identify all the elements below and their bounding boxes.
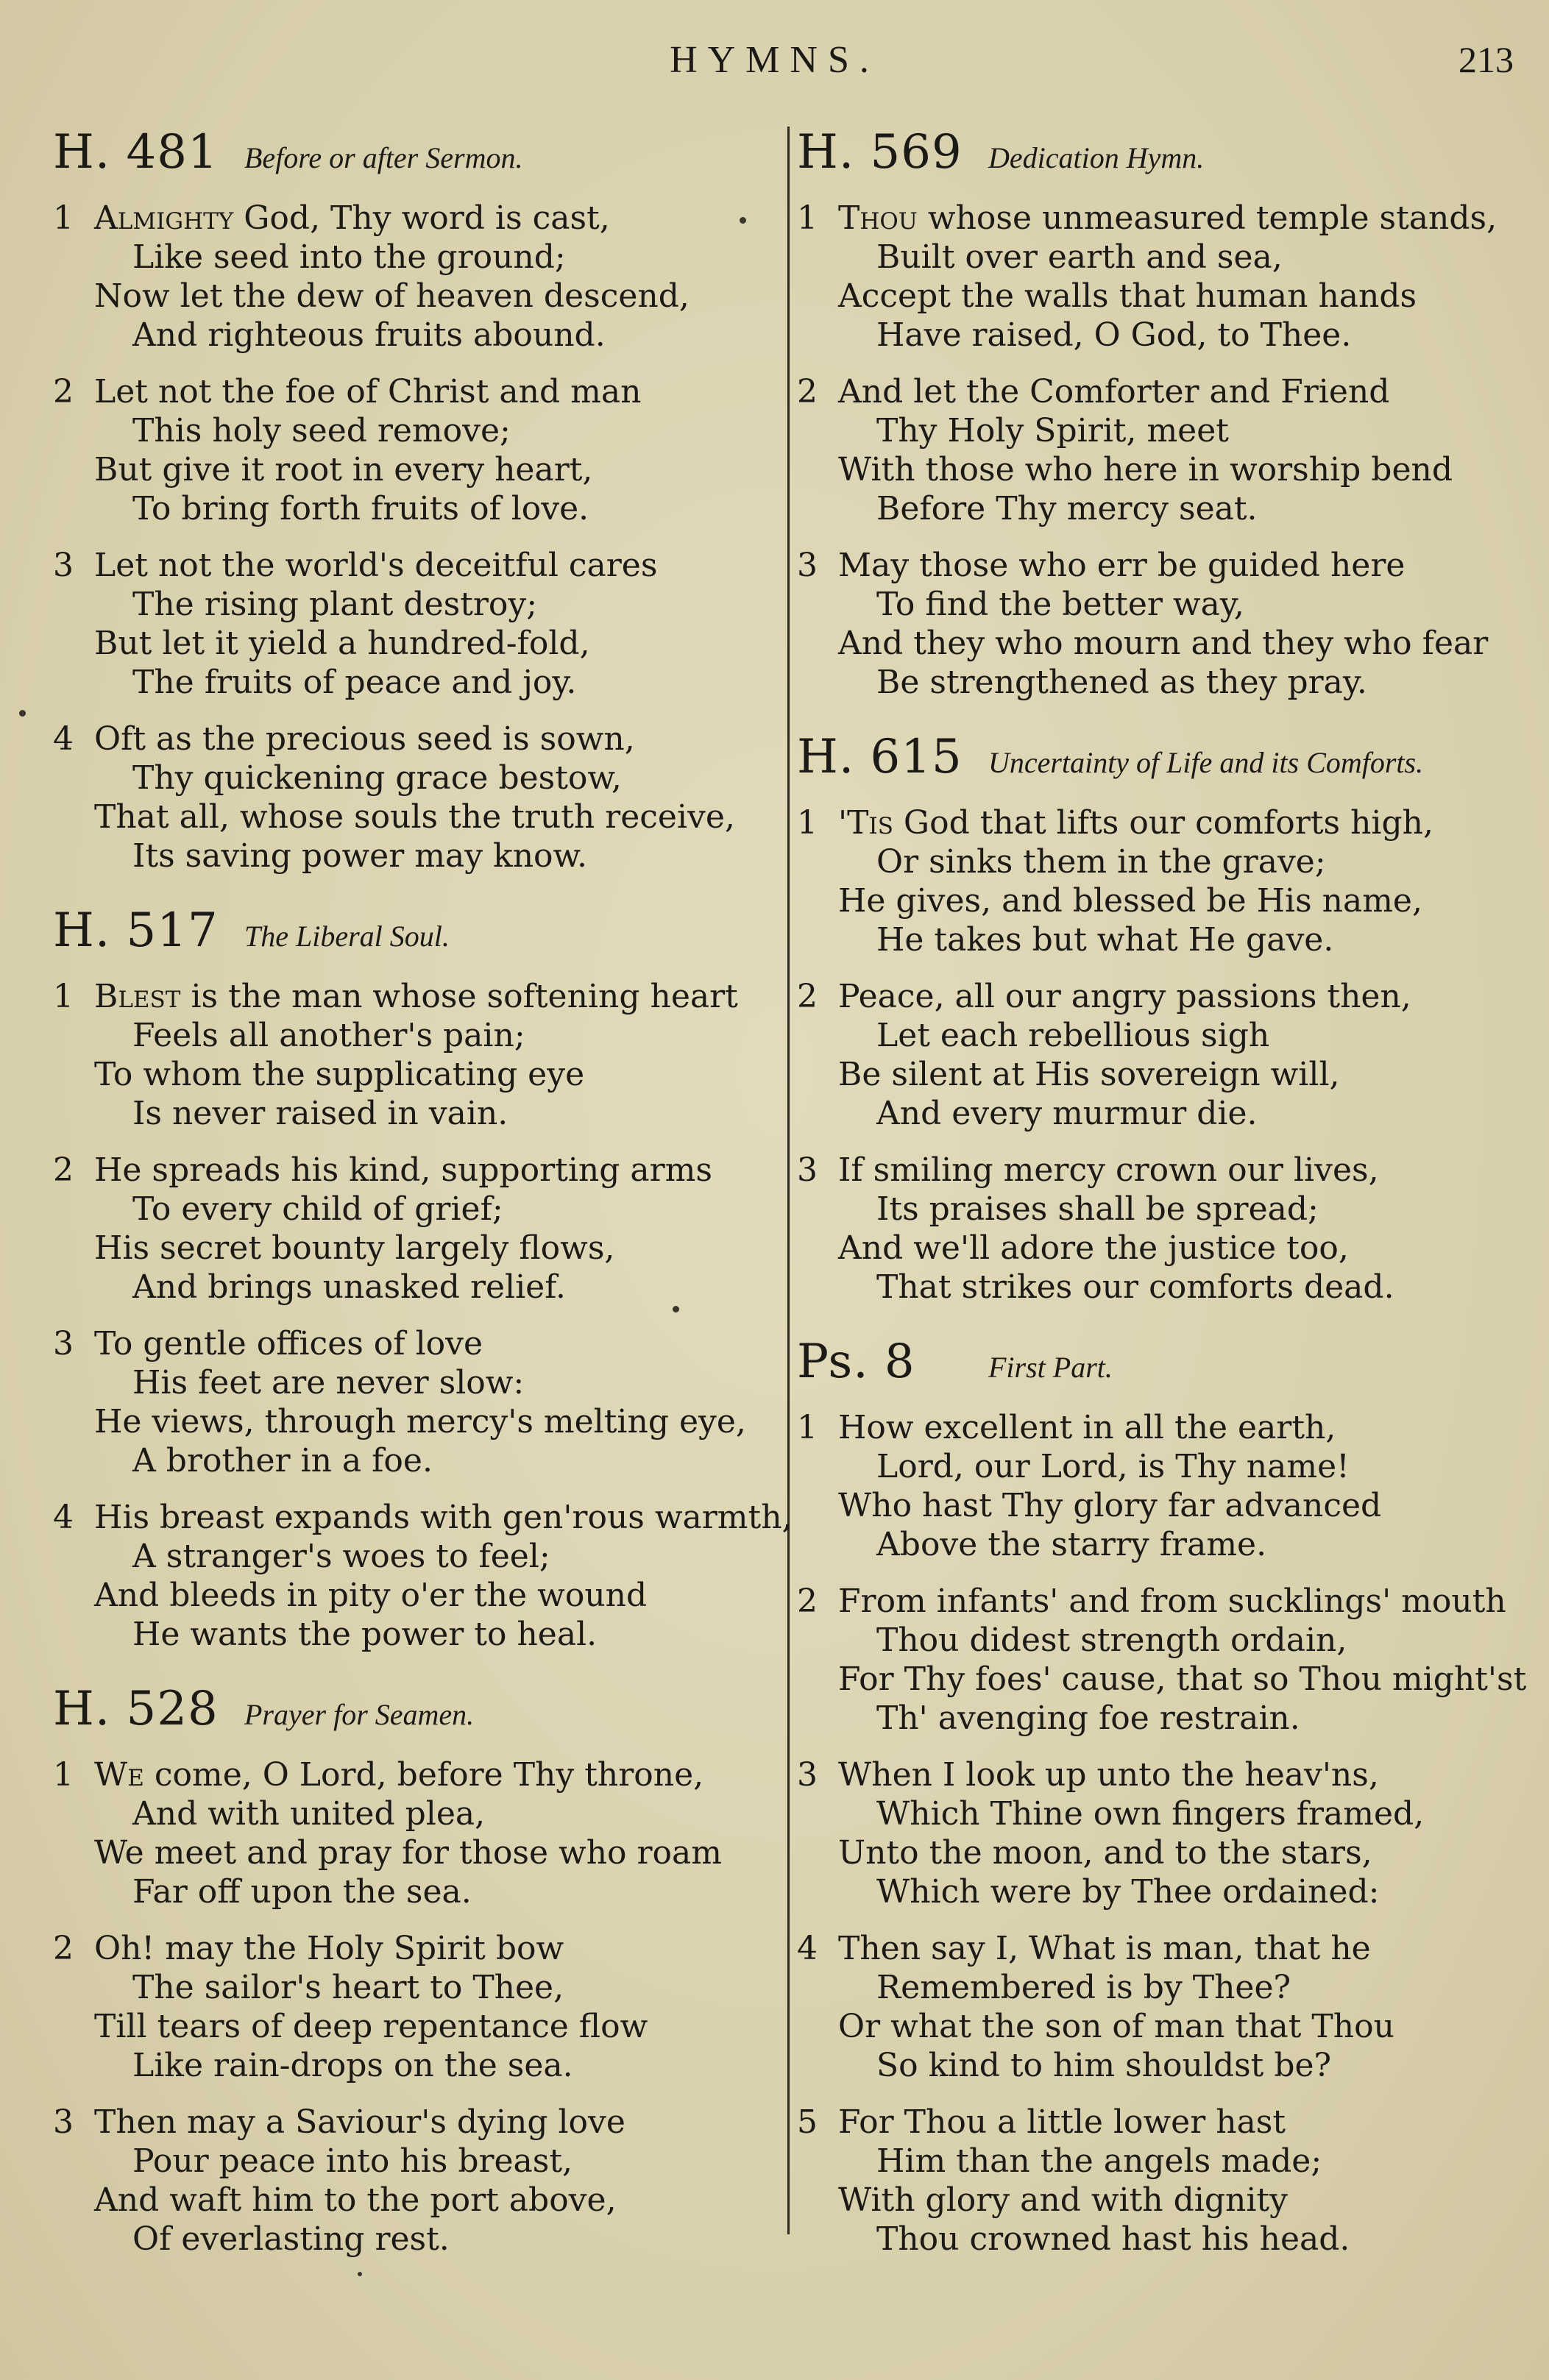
verse-first-line	[797, 372, 1525, 411]
verse-line: He views, through mercy's melting eye,	[94, 1403, 746, 1441]
verse-line: Like rain-drops on the sea.	[132, 2047, 573, 2084]
verse-line: Above the starry frame.	[876, 1526, 1267, 1563]
column-divider	[787, 127, 790, 2234]
verse-first-line-text: Then may a Saviour's dying love	[94, 2103, 625, 2141]
verse-line: To every child of grief;	[132, 1190, 503, 1228]
verse-line: So kind to him shouldst be?	[876, 2047, 1332, 2084]
verse-line: This holy seed remove;	[132, 412, 511, 450]
page-number: 213	[1458, 39, 1514, 80]
verse-line: Be strengthened as they pray.	[876, 664, 1367, 701]
verse-first-line	[53, 720, 781, 759]
verse	[797, 977, 1525, 1133]
verse-first-line	[53, 199, 781, 238]
verse-line: A stranger's woes to feel;	[132, 1538, 550, 1575]
verse-line: Lord, our Lord, is Thy name!	[876, 1448, 1350, 1485]
verse	[797, 1582, 1525, 1738]
hymn-subject: Prayer for Seamen.	[244, 1698, 475, 1731]
verse-number: 2	[53, 1151, 74, 1189]
hymn-heading	[53, 125, 781, 184]
verse-line: Till tears of deep repentance flow	[94, 2008, 648, 2045]
hymn-heading	[797, 1335, 1525, 1393]
hymn-number: H. 569	[797, 125, 963, 180]
verse-first-line	[53, 1755, 781, 1794]
verse-first-word: We	[94, 1756, 144, 1794]
verse	[53, 1755, 781, 1911]
verse	[797, 1151, 1525, 1307]
verse-line: To find the better way,	[876, 586, 1244, 623]
verse-first-word: Blest	[94, 978, 181, 1015]
verse-line: And they who mourn and they who fear	[838, 625, 1489, 662]
verse-first-line-text: From infants' and from sucklings' mouth	[838, 1582, 1506, 1620]
hymn-number: H. 517	[53, 903, 219, 958]
verse-number: 2	[797, 373, 818, 411]
print-speck	[673, 1306, 679, 1312]
verse-number: 5	[797, 2103, 818, 2141]
verse-line: And we'll adore the justice too,	[838, 1229, 1349, 1267]
verse-line: And every murmur die.	[876, 1095, 1258, 1132]
print-speck	[358, 2272, 362, 2276]
verse-first-line-text: And let the Comforter and Friend	[838, 373, 1390, 411]
verse-line: And bleeds in pity o'er the wound	[94, 1577, 648, 1614]
verse-line: But give it root in every heart,	[94, 451, 593, 489]
verse-line: Which were by Thee ordained:	[876, 1873, 1380, 1911]
verse-first-line	[797, 199, 1525, 238]
verse	[53, 1151, 781, 1307]
hymn-block	[797, 125, 1525, 702]
verse-line: His secret bounty largely flows,	[94, 1229, 615, 1267]
verse-number: 2	[53, 373, 74, 411]
verse-line: To whom the supplicating eye	[94, 1056, 585, 1093]
verse-number: 1	[797, 199, 818, 237]
verse-line: A brother in a foe.	[132, 1442, 433, 1479]
verse-line: He gives, and blessed be His name,	[838, 882, 1422, 920]
verse-number: 3	[797, 547, 818, 584]
verse-line: Feels all another's pain;	[132, 1017, 525, 1054]
verse-first-line	[53, 1324, 781, 1363]
verse-line: The sailor's heart to Thee,	[132, 1969, 564, 2006]
verse-first-line-text: When I look up unto the heav'ns,	[838, 1756, 1379, 1794]
verse-line: With those who here in worship bend	[838, 451, 1453, 489]
hymn-number: H. 528	[53, 1682, 219, 1736]
verse-first-line-text: God that lifts our comforts high,	[893, 804, 1433, 842]
verse-first-line-text: How excellent in all the earth,	[838, 1409, 1336, 1446]
running-head	[0, 38, 1549, 90]
verse	[53, 720, 781, 875]
verse-number: 2	[797, 978, 818, 1015]
hymn-block	[797, 1335, 1525, 2259]
verse	[53, 2103, 781, 2259]
verse	[797, 372, 1525, 528]
verse	[797, 199, 1525, 355]
verse-number: 3	[53, 547, 74, 584]
verse-first-line-text: is the man whose softening heart	[180, 978, 738, 1015]
verse-line: Before Thy mercy seat.	[876, 490, 1258, 527]
verse-first-line	[797, 977, 1525, 1016]
verse-first-line	[53, 2103, 781, 2142]
verse-line: That strikes our comforts dead.	[876, 1268, 1394, 1306]
hymn-subject: Before or after Sermon.	[244, 141, 523, 174]
verse-line: He wants the power to heal.	[132, 1616, 598, 1653]
verse	[53, 977, 781, 1133]
verse-first-line-text: If smiling mercy crown our lives,	[838, 1151, 1379, 1189]
verse-first-line-text: God, Thy word is cast,	[233, 199, 610, 237]
verse-line: Is never raised in vain.	[132, 1095, 508, 1132]
verse-first-line-text: Let not the foe of Christ and man	[94, 373, 642, 411]
left-column	[53, 125, 793, 2287]
verse-first-line-text: Peace, all our angry passions then,	[838, 978, 1411, 1015]
verse-first-line-text: His breast expands with gen'rous warmth,	[94, 1499, 793, 1536]
verse-line: That all, whose souls the truth receive,	[94, 798, 735, 836]
verse-first-line-text: For Thou a little lower hast	[838, 2103, 1286, 2141]
verse-first-word: Almighty	[94, 199, 234, 237]
hymn-heading	[797, 730, 1525, 789]
verse-line: Unto the moon, and to the stars,	[838, 1834, 1372, 1872]
verse-line: We meet and pray for those who roam	[94, 1834, 722, 1872]
verse-line: His feet are never slow:	[132, 1364, 525, 1402]
verse-first-line	[53, 1498, 793, 1537]
verse-line: The rising plant destroy;	[132, 586, 538, 623]
print-speck	[19, 710, 26, 717]
verse-first-line-text: To gentle offices of love	[94, 1325, 483, 1363]
verse	[53, 372, 781, 528]
verse-first-line	[797, 1755, 1525, 1794]
verse-number: 3	[53, 1325, 74, 1363]
verse-line: Thy Holy Spirit, meet	[876, 412, 1229, 450]
verse-line: Thy quickening grace bestow,	[132, 759, 622, 797]
right-column	[797, 125, 1525, 2287]
verse-line: And with united plea,	[132, 1795, 486, 1833]
verse-number: 3	[53, 2103, 74, 2141]
verse-line: And brings unasked relief.	[132, 1268, 566, 1306]
verse-number: 1	[797, 1409, 818, 1446]
verse-first-line	[797, 1151, 1525, 1190]
verse-line: Pour peace into his breast,	[132, 2142, 573, 2180]
hymn-subject: First Part.	[988, 1351, 1113, 1384]
verse-line: Or what the son of man that Thou	[838, 2008, 1394, 2045]
verse	[797, 803, 1525, 959]
verse-line: Built over earth and sea,	[876, 238, 1283, 276]
hymn-block	[53, 903, 793, 1654]
verse-first-line-text: May those who err be guided here	[838, 547, 1406, 584]
verse-number: 4	[53, 1499, 74, 1536]
verse-number: 3	[797, 1756, 818, 1794]
verse-line: Thou didest strength ordain,	[876, 1621, 1347, 1659]
hymn-heading	[797, 125, 1525, 184]
verse-number: 1	[53, 199, 74, 237]
verse-line: Accept the walls that human hands	[838, 277, 1417, 315]
verse-number: 3	[797, 1151, 818, 1189]
verse	[53, 546, 781, 702]
verse-line: To bring forth fruits of love.	[132, 490, 589, 527]
verse-number: 1	[797, 804, 818, 842]
verse-number: 4	[797, 1930, 818, 1967]
verse	[797, 2103, 1525, 2259]
verse	[53, 1929, 781, 2085]
verse	[797, 1408, 1525, 1564]
verse-line: Th' avenging foe restrain.	[876, 1699, 1300, 1737]
verse-line: Of everlasting rest.	[132, 2220, 450, 2258]
verse	[797, 1929, 1525, 2085]
verse-line: Its praises shall be spread;	[876, 1190, 1319, 1228]
verse	[53, 1324, 781, 1480]
verse-first-line	[53, 977, 781, 1016]
verse	[53, 199, 781, 355]
hymn-heading	[53, 1682, 781, 1741]
verse	[797, 1755, 1525, 1911]
verse-line: Have raised, O God, to Thee.	[876, 316, 1352, 354]
verse-line: Be silent at His sovereign will,	[838, 1056, 1340, 1093]
verse-line: Now let the dew of heaven descend,	[94, 277, 690, 315]
verse-first-line	[797, 546, 1525, 585]
verse-first-line-text: Then say I, What is man, that he	[838, 1930, 1371, 1967]
verse-line: Him than the angels made;	[876, 2142, 1322, 2180]
verse-line: Its saving power may know.	[132, 837, 587, 875]
verse-first-line	[797, 1929, 1525, 1968]
verse-first-line	[797, 2103, 1525, 2142]
verse-line: For Thy foes' cause, that so Thou might'st	[838, 1660, 1527, 1698]
verse-first-word: Thou	[838, 199, 918, 237]
verse-line: Far off upon the sea.	[132, 1873, 472, 1911]
verse-first-line	[53, 372, 781, 411]
verse-line: He takes but what He gave.	[876, 921, 1334, 959]
verse-first-line	[53, 1151, 781, 1190]
verse-line: Let each rebellious sigh	[876, 1017, 1270, 1054]
verse-first-line	[53, 1929, 781, 1968]
verse-first-line	[797, 1408, 1525, 1447]
verse-line: And waft him to the port above,	[94, 2181, 617, 2219]
hymn-subject: The Liberal Soul.	[244, 920, 450, 953]
verse	[797, 546, 1525, 702]
verse	[53, 1498, 793, 1654]
verse-first-word: 'Tis	[838, 804, 893, 842]
verse-line: The fruits of peace and joy.	[132, 664, 577, 701]
verse-first-line-text: He spreads his kind, supporting arms	[94, 1151, 712, 1189]
hymn-number: Ps. 8	[797, 1335, 915, 1389]
verse-line: Who hast Thy glory far advanced	[838, 1487, 1382, 1524]
verse-line: Thou crowned hast his head.	[876, 2220, 1350, 2258]
verse-first-line-text: Let not the world's deceitful cares	[94, 547, 658, 584]
running-title: HYMNS.	[670, 39, 879, 81]
verse-first-line	[797, 1582, 1525, 1621]
verse-first-line-text: come, O Lord, before Thy throne,	[143, 1756, 704, 1794]
verse-line: Which Thine own fingers framed,	[876, 1795, 1425, 1833]
verse-line: Remembered is by Thee?	[876, 1969, 1291, 2006]
hymn-number: H. 481	[53, 125, 219, 180]
print-speck	[740, 217, 746, 224]
hymn-heading	[53, 903, 781, 962]
verse-line: But let it yield a hundred-fold,	[94, 625, 590, 662]
verse-line: Like seed into the ground;	[132, 238, 566, 276]
verse-first-line-text: Oh! may the Holy Spirit bow	[94, 1930, 564, 1967]
verse-number: 1	[53, 978, 74, 1015]
verse-line: And righteous fruits abound.	[132, 316, 606, 354]
verse-number: 4	[53, 720, 74, 758]
hymn-subject: Uncertainty of Life and its Comforts.	[988, 746, 1424, 779]
verse-line: With glory and with dignity	[838, 2181, 1288, 2219]
verse-first-line-text: whose unmeasured temple stands,	[917, 199, 1497, 237]
verse-first-line-text: Oft as the precious seed is sown,	[94, 720, 635, 758]
hymn-block	[797, 730, 1525, 1307]
hymn-block	[53, 1682, 781, 2259]
verse-number: 2	[53, 1930, 74, 1967]
hymn-subject: Dedication Hymn.	[988, 141, 1205, 174]
verse-number: 1	[53, 1756, 74, 1794]
verse-first-line	[53, 546, 781, 585]
verse-line: Or sinks them in the grave;	[876, 843, 1326, 881]
hymn-number: H. 615	[797, 730, 963, 784]
verse-first-line	[797, 803, 1525, 842]
verse-number: 2	[797, 1582, 818, 1620]
hymn-block	[53, 125, 781, 875]
